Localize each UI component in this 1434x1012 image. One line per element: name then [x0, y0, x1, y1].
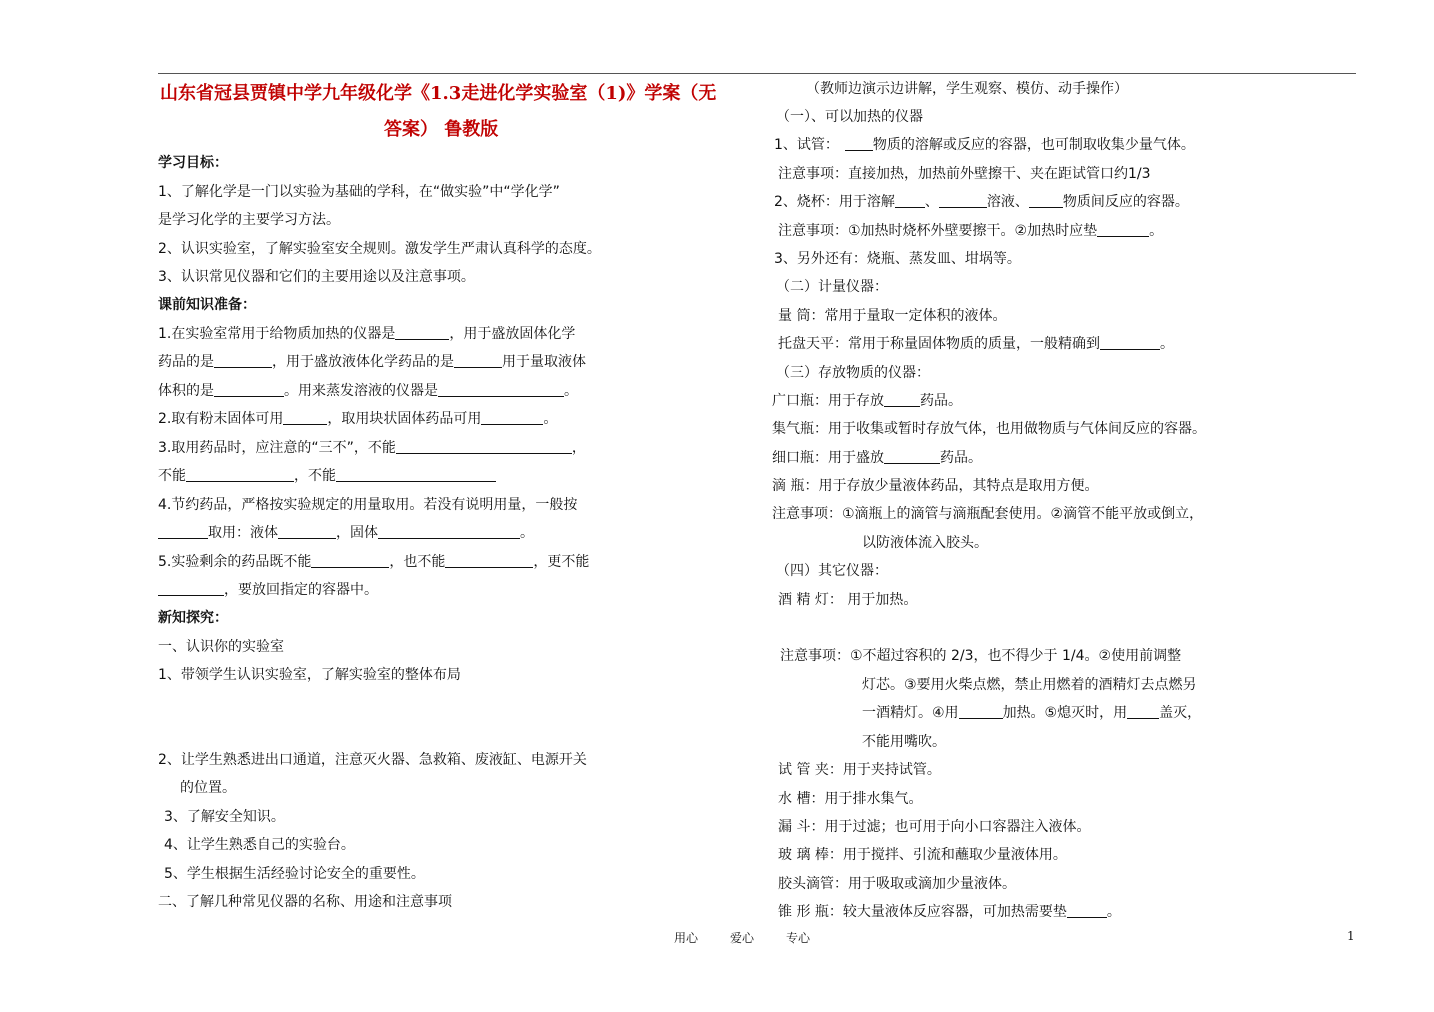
text: 1.在实验室常用于给物质加热的仪器是	[158, 326, 396, 342]
explore-heading: 新知探究：	[158, 610, 228, 626]
section-1-title: 一、认识你的实验室	[158, 639, 284, 655]
section-1-item-3: 3、了解安全知识。	[164, 809, 285, 825]
dropper-bottle-line: 滴 瓶：用于存放少量液体药品，其特点是取用方便。	[772, 478, 1099, 494]
text: 。	[1106, 904, 1121, 920]
goal-2: 2、认识实验室，了解实验室安全规则。激发学生严肃认真科学的态度。	[158, 241, 601, 257]
text: 。用来蒸发溶液的仪器是	[284, 383, 438, 399]
answer-blank	[395, 325, 449, 340]
answer-blank	[481, 410, 543, 425]
answer-blank	[336, 467, 496, 482]
text: ，用于盛放液体化学药品的是	[272, 354, 454, 370]
tube-holder-line: 试 管 夹：用于夹持试管。	[778, 762, 941, 778]
text: ，取用块状固体药品可用	[327, 411, 482, 427]
lamp-note-1: 注意事项：①不超过容积的 2/3，也不得少于 1/4。②使用前调整	[780, 648, 1182, 664]
text: ，固体	[336, 525, 378, 541]
answer-blank	[1100, 335, 1160, 350]
text: 。	[520, 525, 534, 541]
text: 溶液、	[986, 194, 1029, 210]
prep-q5b	[158, 581, 378, 599]
text: 用于量取液体	[502, 354, 586, 370]
text: ，用于盛放固体化学	[449, 326, 576, 342]
text: 1、试管：	[774, 137, 839, 153]
answer-blank	[378, 524, 520, 539]
narrow-bottle-line	[772, 449, 982, 467]
prep-heading: 课前知识准备：	[158, 297, 256, 313]
text: 细口瓶：用于盛放	[772, 450, 884, 466]
test-tube-line	[774, 136, 1195, 154]
prep-q5a	[158, 553, 589, 571]
text: ，	[571, 440, 586, 456]
text: 托盘天平：常用于称量固体物质的质量，一般精确到	[778, 336, 1100, 352]
answer-blank	[158, 524, 208, 539]
goal-1b: 是学习化学的主要学习方法。	[158, 212, 340, 228]
text: 药品。	[940, 450, 982, 466]
doc-title-line2: 答案） 鲁教版	[384, 119, 499, 140]
answer-blank	[959, 704, 1003, 719]
text: ，更不能	[533, 554, 590, 570]
dropper-line: 胶头滴管：用于吸取或滴加少量液体。	[778, 876, 1016, 892]
text: 不能	[158, 468, 186, 484]
section-2-title: 二、了解几种常见仪器的名称、用途和注意事项	[158, 894, 452, 910]
text: 、	[924, 194, 939, 210]
doc-title-line1: 山东省冠县贾镇中学九年级化学《1.3走进化学实验室（1)》学案（无	[160, 83, 717, 104]
goal-3: 3、认识常见仪器和它们的主要用途以及注意事项。	[158, 269, 475, 285]
text: 物质的溶解或反应的容器，也可制取收集少量气体。	[872, 137, 1195, 153]
glass-rod-line: 玻 璃 棒：用于搅拌、引流和蘸取少量液体用。	[778, 847, 1067, 863]
prep-q2	[158, 410, 557, 428]
answer-blank	[214, 382, 284, 397]
answer-blank	[1127, 704, 1159, 719]
text: 。	[1149, 223, 1164, 239]
dropper-note-1: 注意事项：①滴瓶上的滴管与滴瓶配套使用。②滴管不能平放或倒立，	[772, 506, 1204, 522]
teacher-note: （教师边演示边讲解，学生观察、模仿、动手操作）	[806, 81, 1128, 97]
text: 5.实验剩余的药品既不能	[158, 554, 312, 570]
prep-q1c	[158, 382, 578, 400]
funnel-line: 漏 斗：用于过滤；也可用于向小口容器注入液体。	[778, 819, 1091, 835]
text: 注意事项：①加热时烧杯外壁要擦干。②加热时应垫	[778, 223, 1098, 239]
answer-blank	[278, 524, 336, 539]
test-tube-note: 注意事项：直接加热，加热前外壁擦干、夹在距试管口约1/3	[778, 166, 1151, 182]
answer-blank	[214, 353, 272, 368]
other-heading: （四）其它仪器：	[776, 563, 888, 579]
text: ，要放回指定的容器中。	[224, 582, 378, 598]
storage-heading: （三）存放物质的仪器：	[776, 365, 930, 381]
text: 锥 形 瓶：较大量液体反应容器，可加热需要垫	[778, 904, 1067, 920]
answer-blank	[884, 392, 920, 407]
section-1-item-5: 5、学生根据生活经验讨论安全的重要性。	[164, 866, 425, 882]
answer-blank	[1097, 222, 1149, 237]
answer-blank	[186, 467, 294, 482]
text: 物质间反应的容器。	[1062, 194, 1189, 210]
flask-line	[778, 903, 1121, 921]
text: 一酒精灯。④用	[862, 705, 959, 721]
answer-blank	[895, 193, 925, 208]
text: 。	[543, 411, 558, 427]
answer-blank	[311, 553, 389, 568]
section-1-item-2a: 2、让学生熟悉进出口通道，注意灭火器、急救箱、废液缸、电源开关	[158, 752, 587, 768]
text: ，不能	[294, 468, 336, 484]
lamp-note-3	[862, 704, 1201, 722]
prep-q1a	[158, 325, 575, 343]
prep-q3a	[158, 439, 586, 457]
lamp-note-2: 灯芯。③要用火柴点燃，禁止用燃着的酒精灯去点燃另	[862, 677, 1197, 693]
dropper-note-2: 以防液体流入胶头。	[862, 535, 988, 551]
prep-q4a: 4.节约药品，严格按实验规定的用量取用。若没有说明用量，一般按	[158, 497, 578, 513]
answer-blank	[884, 449, 940, 464]
prep-q4b	[158, 524, 534, 542]
goal-1a: 1、了解化学是一门以实验为基础的学科，在“做实验”中“学化学”	[158, 184, 560, 200]
footer-text-2: 爱心	[730, 931, 755, 945]
footer-text-1: 用心	[674, 931, 699, 945]
text: 取用：液体	[208, 525, 278, 541]
section-1-item-1: 1、带领学生认识实验室，了解实验室的整体布局	[158, 667, 461, 683]
balance-line	[778, 335, 1174, 353]
wide-bottle-line	[772, 392, 962, 410]
answer-blank	[1029, 193, 1063, 208]
answer-blank	[454, 353, 502, 368]
text: 体积的是	[158, 383, 214, 399]
alcohol-lamp-line: 酒 精 灯： 用于加热。	[778, 592, 918, 608]
prep-q3b	[158, 467, 496, 485]
text: 3.取用药品时，应注意的“三不”，不能	[158, 440, 396, 456]
gas-bottle-line: 集气瓶：用于收集或暂时存放气体，也用做物质与气体间反应的容器。	[772, 421, 1206, 437]
other-heat-line: 3、另外还有：烧瓶、蒸发皿、坩埚等。	[774, 251, 1021, 267]
text: 2.取有粉末固体可用	[158, 411, 284, 427]
answer-blank	[158, 581, 224, 596]
trough-line: 水 槽：用于排水集气。	[778, 791, 923, 807]
beaker-line	[774, 193, 1189, 211]
text: 广口瓶：用于存放	[772, 393, 884, 409]
goals-heading: 学习目标：	[158, 155, 228, 171]
answer-blank	[438, 382, 564, 397]
header-rule	[158, 73, 1356, 74]
heat-heading: （一）、可以加热的仪器	[776, 109, 923, 125]
text: 加热。⑤熄灭时，用	[1002, 705, 1128, 721]
page-number: 1	[1347, 929, 1355, 943]
text: 。	[1160, 336, 1174, 352]
answer-blank	[283, 410, 327, 425]
section-1-item-2b: 的位置。	[180, 780, 236, 796]
answer-blank	[1067, 903, 1107, 918]
answer-blank	[445, 553, 533, 568]
cylinder-line: 量 筒：常用于量取一定体积的液体。	[778, 308, 1007, 324]
text: 药品。	[920, 393, 962, 409]
answer-blank	[939, 193, 987, 208]
answer-blank	[845, 136, 873, 151]
text: ，也不能	[389, 554, 446, 570]
measure-heading: （二）计量仪器：	[776, 279, 888, 295]
prep-q1b	[158, 353, 586, 371]
text: 。	[564, 383, 578, 399]
text: 药品的是	[158, 354, 214, 370]
section-1-item-4: 4、让学生熟悉自己的实验台。	[164, 837, 355, 853]
text: 盖灭，	[1159, 705, 1202, 721]
beaker-note	[778, 222, 1163, 240]
text: 2、烧杯：用于溶解	[774, 194, 895, 210]
footer-text-3: 专心	[786, 931, 811, 945]
answer-blank	[396, 439, 572, 454]
lamp-note-4: 不能用嘴吹。	[862, 734, 946, 750]
